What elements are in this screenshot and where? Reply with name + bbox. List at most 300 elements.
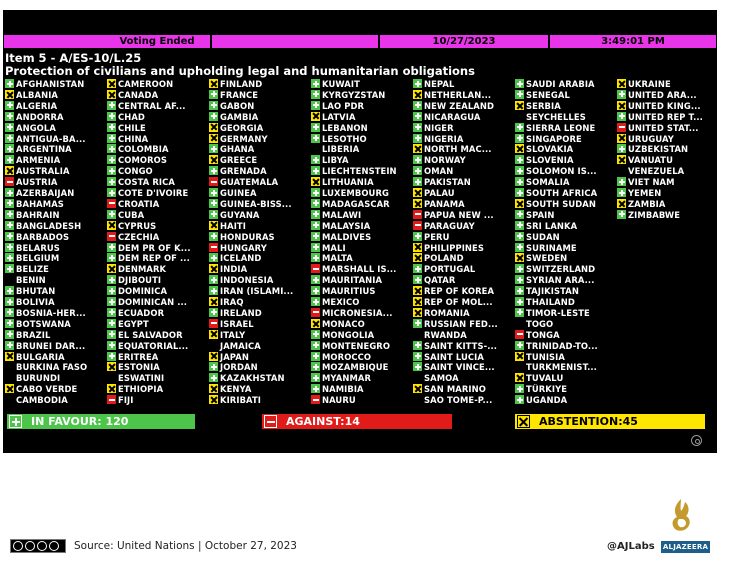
abstention-icon	[517, 415, 530, 428]
country-vote-row	[515, 362, 615, 372]
country-name: SAINT KITTS-...	[424, 340, 498, 351]
plus-icon	[413, 275, 422, 284]
country-name: NICARAGUA	[424, 111, 481, 122]
country-name: IRAQ	[220, 297, 244, 307]
blank-cell	[211, 34, 379, 49]
country-vote-row	[413, 308, 513, 318]
minus-icon	[311, 308, 320, 317]
country-name: LEBANON	[322, 122, 368, 133]
country-vote-row	[515, 384, 615, 394]
country-vote-row	[413, 264, 513, 274]
plus-icon	[5, 308, 14, 317]
country-name: PARAGUAY	[424, 220, 475, 231]
country-vote-row	[515, 188, 615, 198]
country-name: RUSSIAN FED...	[424, 318, 498, 329]
plus-icon	[515, 210, 524, 219]
country-vote-row	[311, 199, 411, 209]
country-vote-row	[617, 79, 717, 89]
voting-status: Voting Ended	[119, 36, 195, 47]
country-vote-row	[107, 155, 207, 165]
cross-icon	[209, 134, 218, 143]
country-vote-row	[515, 79, 615, 89]
country-name: TRINIDAD-TO...	[526, 340, 598, 351]
plus-icon	[107, 101, 116, 110]
country-name: SRI LANKA	[526, 220, 578, 231]
plus-icon	[617, 188, 626, 197]
cross-icon	[311, 319, 320, 328]
country-name: MICRONESIA...	[322, 307, 393, 318]
minus-icon	[5, 177, 14, 186]
country-name: CONGO	[118, 166, 153, 177]
country-vote-row	[311, 232, 411, 242]
country-vote-row	[515, 232, 615, 242]
country-vote-row	[5, 155, 105, 165]
country-name: LIECHTENSTEIN	[322, 166, 397, 177]
country-vote-row	[311, 362, 411, 372]
plus-icon	[107, 188, 116, 197]
vote-date: 10/27/2023	[432, 36, 496, 47]
plus-icon	[107, 123, 116, 132]
country-vote-row	[5, 221, 105, 231]
cross-icon	[209, 395, 218, 404]
country-name: BURKINA FASO	[16, 362, 88, 373]
country-name: NEW ZEALAND	[424, 100, 495, 111]
source-text: Source: United Nations | October 27, 2023	[74, 540, 297, 552]
plus-icon	[209, 373, 218, 382]
plus-icon	[515, 384, 524, 393]
country-vote-row	[413, 177, 513, 187]
country-vote-row	[5, 123, 105, 133]
country-name: MONACO	[322, 318, 365, 329]
country-vote-row	[413, 188, 513, 198]
plus-icon	[5, 101, 14, 110]
country-vote-row	[209, 352, 309, 362]
country-vote-row	[311, 123, 411, 133]
country-vote-row	[107, 373, 207, 383]
cross-icon	[515, 253, 524, 262]
plus-icon	[311, 384, 320, 393]
country-vote-row	[107, 352, 207, 362]
country-name: MOZAMBIQUE	[322, 362, 389, 373]
country-vote-row	[413, 134, 513, 144]
plus-icon	[311, 155, 320, 164]
cross-icon	[209, 123, 218, 132]
country-vote-row	[5, 243, 105, 253]
country-vote-row	[5, 199, 105, 209]
country-vote-row	[413, 275, 513, 285]
country-vote-row	[107, 144, 207, 154]
plus-icon	[209, 199, 218, 208]
country-vote-row	[107, 210, 207, 220]
country-name: SEYCHELLES	[526, 111, 586, 122]
country-vote-row	[209, 90, 309, 100]
country-name: SAO TOME-P...	[424, 395, 493, 406]
country-vote-row	[107, 286, 207, 296]
country-name: ESWATINI	[118, 373, 165, 384]
country-vote-row	[617, 123, 717, 133]
cross-icon	[209, 221, 218, 230]
abstention-label: ABSTENTION:45	[539, 415, 638, 428]
country-name: DEM REP OF ...	[118, 253, 190, 264]
country-name: CANADA	[118, 89, 159, 100]
plus-icon	[209, 112, 218, 121]
cross-icon	[107, 384, 116, 393]
country-name: BHUTAN	[16, 286, 56, 297]
country-name: UZBEKISTAN	[628, 144, 689, 155]
country-vote-row	[311, 144, 411, 154]
in-favour-total	[7, 414, 195, 429]
country-vote-row	[5, 144, 105, 154]
plus-icon	[515, 395, 524, 404]
minus-icon	[209, 177, 218, 186]
plus-icon	[209, 144, 218, 153]
country-name: ARGENTINA	[16, 144, 72, 155]
cross-icon	[413, 188, 422, 197]
country-vote-row	[617, 112, 717, 122]
country-name: BELARUS	[16, 242, 60, 253]
country-vote-row	[311, 264, 411, 274]
plus-icon	[515, 155, 524, 164]
plus-icon	[311, 373, 320, 382]
status-cell	[3, 34, 211, 49]
country-name: BOLIVIA	[16, 297, 55, 307]
plus-icon	[5, 232, 14, 241]
country-vote-row	[515, 134, 615, 144]
country-name: VANUATU	[628, 155, 673, 166]
country-name: IRAN (ISLAMI...	[220, 286, 294, 297]
country-name: NAURU	[322, 395, 356, 406]
plus-icon	[311, 253, 320, 262]
country-vote-row	[617, 199, 717, 209]
country-name: LIBERIA	[322, 144, 360, 155]
country-name: SAINT VINCE...	[424, 362, 495, 373]
country-name: BRUNEI DAR...	[16, 340, 86, 351]
country-name: ROMANIA	[424, 307, 470, 318]
country-vote-row	[515, 330, 615, 340]
country-vote-row	[107, 79, 207, 89]
country-vote-row	[413, 221, 513, 231]
country-vote-row	[515, 275, 615, 285]
country-vote-row	[107, 297, 207, 307]
country-vote-row	[5, 90, 105, 100]
country-name: NETHERLAN...	[424, 89, 492, 100]
country-name: ZIMBABWE	[628, 209, 681, 220]
plus-icon	[413, 352, 422, 361]
country-name: TAJIKISTAN	[526, 286, 579, 297]
country-name: GUATEMALA	[220, 177, 279, 188]
abstention-total	[515, 414, 705, 429]
country-name: MALI	[322, 242, 346, 253]
plus-icon	[617, 112, 626, 121]
plus-icon	[107, 155, 116, 164]
cross-icon	[209, 79, 218, 88]
country-vote-row	[5, 362, 105, 372]
country-name: CHINA	[118, 133, 149, 144]
country-name: CAMEROON	[118, 79, 174, 89]
country-name: IRELAND	[220, 307, 262, 318]
minus-icon	[413, 221, 422, 230]
country-vote-row	[107, 384, 207, 394]
cross-icon	[617, 199, 626, 208]
country-vote-row	[209, 210, 309, 220]
country-name: DOMINICAN ...	[118, 297, 188, 307]
country-vote-row	[413, 210, 513, 220]
plus-icon	[617, 90, 626, 99]
plus-icon	[311, 79, 320, 88]
country-name: CROATIA	[118, 198, 160, 209]
country-name: AUSTRIA	[16, 177, 58, 188]
country-name: BOSNIA-HER...	[16, 307, 86, 318]
plus-icon	[413, 123, 422, 132]
plus-icon	[209, 166, 218, 175]
cross-icon	[209, 330, 218, 339]
country-name: UGANDA	[526, 395, 568, 406]
country-vote-row	[107, 101, 207, 111]
country-name: SWITZERLAND	[526, 264, 596, 275]
country-name: REP OF KOREA	[424, 286, 495, 297]
country-vote-row	[515, 253, 615, 263]
country-name: MEXICO	[322, 297, 360, 307]
cross-icon	[413, 286, 422, 295]
country-name: DJIBOUTI	[118, 275, 162, 286]
cross-icon	[515, 144, 524, 153]
country-name: SUDAN	[526, 231, 560, 242]
plus-icon	[515, 188, 524, 197]
country-vote-row	[515, 319, 615, 329]
country-name: REP OF MOL...	[424, 297, 493, 307]
country-name: UNITED REP T...	[628, 111, 703, 122]
voting-board	[3, 10, 717, 453]
plus-icon	[515, 79, 524, 88]
country-vote-row	[209, 101, 309, 111]
country-name: SENEGAL	[526, 89, 570, 100]
plus-icon	[209, 308, 218, 317]
country-name: MONGOLIA	[322, 329, 375, 340]
country-name: UNITED STAT...	[628, 122, 699, 133]
country-vote-row	[311, 112, 411, 122]
country-name: VIET NAM	[628, 177, 675, 188]
country-name: INDONESIA	[220, 275, 274, 286]
country-name: JAPAN	[220, 351, 249, 362]
country-vote-row	[107, 232, 207, 242]
country-vote-row	[515, 286, 615, 296]
country-vote-row	[311, 155, 411, 165]
country-vote-row	[311, 319, 411, 329]
country-name: ANTIGUA-BA...	[16, 133, 86, 144]
plus-icon	[209, 286, 218, 295]
plus-icon	[413, 341, 422, 350]
plus-icon	[515, 232, 524, 241]
plus-icon	[311, 166, 320, 175]
country-vote-row	[515, 352, 615, 362]
country-name: CUBA	[118, 209, 145, 220]
country-vote-row	[107, 341, 207, 351]
country-name: MONTENEGRO	[322, 340, 391, 351]
minus-icon	[209, 319, 218, 328]
plus-icon	[515, 177, 524, 186]
country-vote-row	[617, 134, 717, 144]
country-vote-row	[209, 155, 309, 165]
country-name: PALAU	[424, 188, 455, 198]
country-name: NORTH MAC...	[424, 144, 492, 155]
country-vote-row	[413, 395, 513, 405]
country-name: GUYANA	[220, 209, 260, 220]
country-vote-row	[5, 373, 105, 383]
plus-icon	[107, 330, 116, 339]
cross-icon	[413, 90, 422, 99]
country-name: SAINT LUCIA	[424, 351, 484, 362]
country-vote-row	[515, 210, 615, 220]
country-name: BULGARIA	[16, 351, 65, 362]
country-name: CZECHIA	[118, 231, 160, 242]
plus-icon	[5, 144, 14, 153]
country-name: LAO PDR	[322, 100, 365, 111]
country-name: SIERRA LEONE	[526, 122, 596, 133]
country-name: MAURITANIA	[322, 275, 383, 286]
country-vote-row	[5, 210, 105, 220]
country-name: UKRAINE	[628, 79, 671, 89]
plus-icon	[311, 243, 320, 252]
country-name: SLOVENIA	[526, 155, 574, 166]
country-vote-row	[515, 264, 615, 274]
creative-commons-icon	[10, 539, 66, 553]
country-name: GREECE	[220, 155, 258, 166]
board-top-strip	[3, 10, 717, 34]
plus-icon	[311, 221, 320, 230]
country-name: FRANCE	[220, 89, 259, 100]
country-name: SOUTH SUDAN	[526, 198, 596, 209]
plus-icon	[413, 155, 422, 164]
country-vote-row	[107, 362, 207, 372]
country-name: JAMAICA	[220, 340, 261, 351]
plus-icon	[107, 177, 116, 186]
country-name: CHILE	[118, 122, 146, 133]
country-vote-row	[107, 275, 207, 285]
country-name: RWANDA	[424, 329, 467, 340]
plus-icon	[413, 362, 422, 371]
plus-icon	[311, 90, 320, 99]
plus-icon	[413, 177, 422, 186]
country-vote-row	[617, 188, 717, 198]
al-jazeera-logo-icon	[663, 497, 699, 533]
country-vote-row	[515, 155, 615, 165]
plus-icon	[107, 166, 116, 175]
country-name: GAMBIA	[220, 111, 259, 122]
country-vote-row	[413, 286, 513, 296]
country-vote-row	[107, 134, 207, 144]
country-vote-row	[209, 341, 309, 351]
country-vote-row	[413, 384, 513, 394]
country-vote-row	[107, 166, 207, 176]
country-vote-row	[107, 395, 207, 405]
plus-icon	[311, 352, 320, 361]
country-vote-row	[209, 330, 309, 340]
plus-icon	[311, 101, 320, 110]
in-favour-label: IN FAVOUR: 120	[31, 415, 129, 428]
ajlabs-handle: @AJLabs	[607, 541, 655, 552]
country-vote-row	[107, 319, 207, 329]
country-name: VENEZUELA	[628, 166, 685, 177]
plus-icon	[413, 112, 422, 121]
country-vote-row	[311, 330, 411, 340]
country-name: COLOMBIA	[118, 144, 169, 155]
country-vote-row	[5, 395, 105, 405]
minus-icon	[107, 395, 116, 404]
country-vote-row	[617, 144, 717, 154]
minus-icon	[413, 210, 422, 219]
country-name: COSTA RICA	[118, 177, 175, 188]
country-name: GABON	[220, 100, 255, 111]
country-vote-row	[209, 362, 309, 372]
country-vote-row	[5, 297, 105, 307]
country-name: ALGERIA	[16, 100, 58, 111]
country-vote-row	[209, 319, 309, 329]
country-name: KAZAKHSTAN	[220, 373, 285, 384]
plus-icon	[5, 341, 14, 350]
un-emblem-icon	[691, 435, 702, 446]
country-name: LATVIA	[322, 111, 356, 122]
country-name: LUXEMBOURG	[322, 188, 389, 198]
country-name: BARBADOS	[16, 231, 70, 242]
country-name: ECUADOR	[118, 307, 165, 318]
country-vote-row	[5, 330, 105, 340]
cross-icon	[209, 297, 218, 306]
country-name: ITALY	[220, 329, 246, 340]
country-vote-row	[413, 232, 513, 242]
country-vote-row	[413, 101, 513, 111]
country-vote-row	[107, 177, 207, 187]
country-name: BAHRAIN	[16, 209, 60, 220]
country-name: BENIN	[16, 275, 46, 286]
country-vote-row	[413, 352, 513, 362]
country-vote-row	[311, 297, 411, 307]
country-name: SWEDEN	[526, 253, 568, 264]
plus-icon	[515, 341, 524, 350]
country-name: ISRAEL	[220, 318, 254, 329]
country-name: SOLOMON IS...	[526, 166, 597, 177]
plus-icon	[515, 123, 524, 132]
country-vote-row	[413, 362, 513, 372]
country-vote-row	[209, 243, 309, 253]
country-name: SPAIN	[526, 209, 555, 220]
country-name: BURUNDI	[16, 373, 61, 384]
country-name: AUSTRALIA	[16, 166, 70, 177]
country-vote-row	[515, 177, 615, 187]
country-name: CYPRUS	[118, 220, 157, 231]
country-name: MALAWI	[322, 209, 362, 220]
country-vote-row	[617, 166, 717, 176]
country-name: ANGOLA	[16, 122, 56, 133]
plus-icon	[617, 144, 626, 153]
country-vote-row	[209, 286, 309, 296]
country-name: SYRIAN ARA...	[526, 275, 595, 286]
cross-icon	[209, 155, 218, 164]
country-vote-row	[209, 395, 309, 405]
country-vote-row	[311, 177, 411, 187]
country-name: BAHAMAS	[16, 198, 64, 209]
plus-icon	[515, 308, 524, 317]
country-name: SURINAME	[526, 242, 577, 253]
country-vote-row	[311, 221, 411, 231]
cross-icon	[209, 264, 218, 273]
country-name: PHILIPPINES	[424, 242, 484, 253]
against-label: AGAINST:14	[286, 415, 360, 428]
country-name: QATAR	[424, 275, 456, 286]
plus-icon	[617, 210, 626, 219]
country-name: SAMOA	[424, 373, 459, 384]
country-name: SOMALIA	[526, 177, 570, 188]
country-vote-row	[617, 101, 717, 111]
